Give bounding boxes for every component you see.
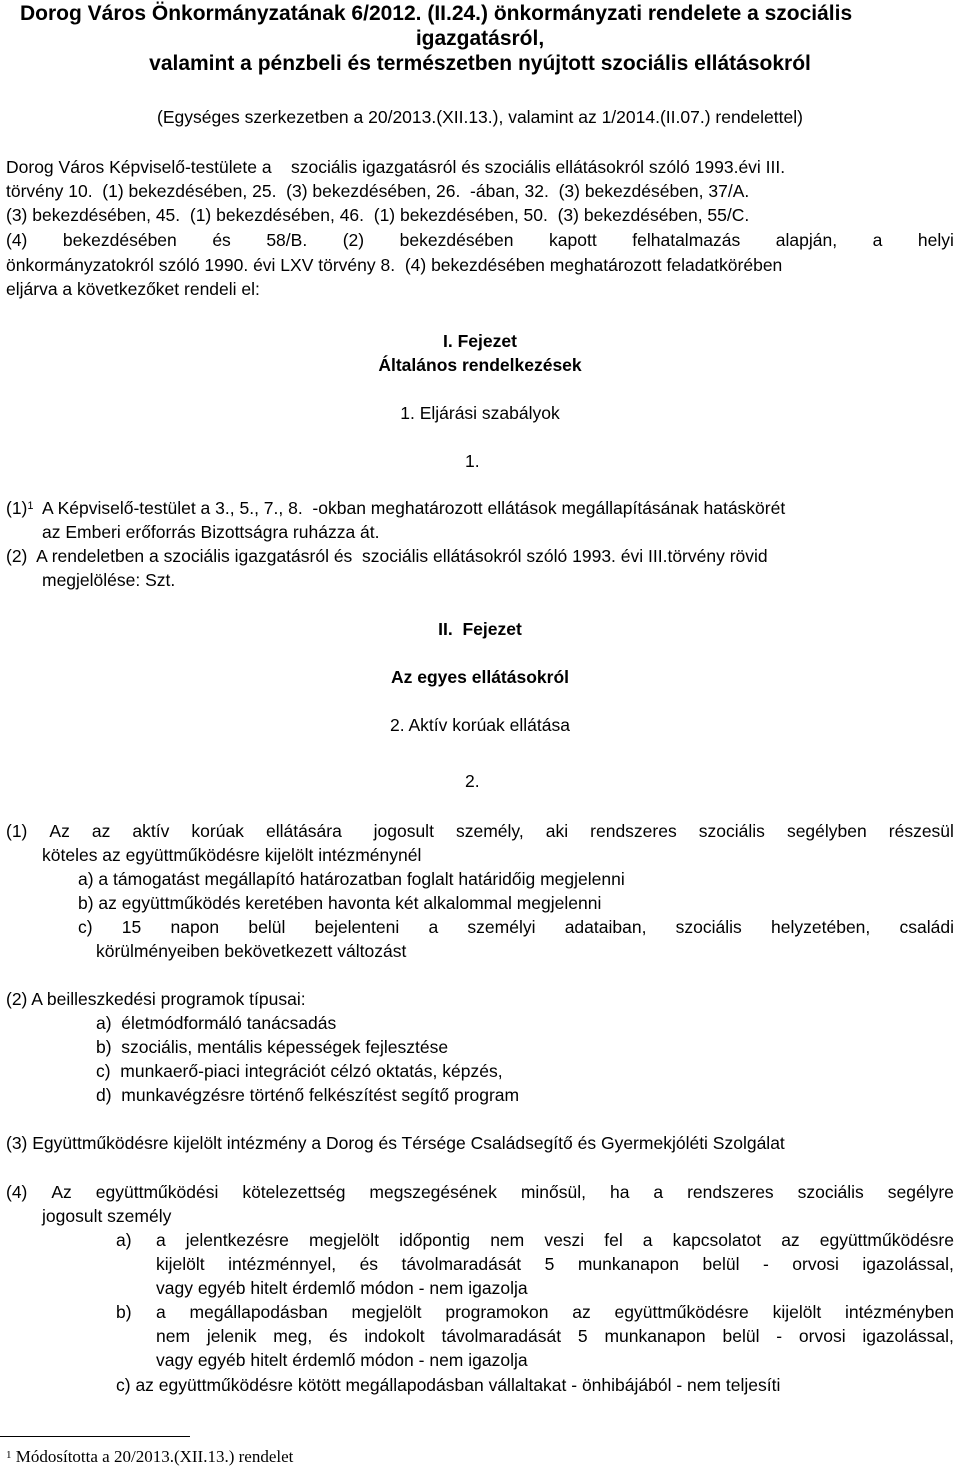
s2-p4-item-b-label: b)	[116, 1302, 132, 1322]
s1-p2-line-1: (2) A rendeletben a szociális igazgatásról és szociális ellátásokról szóló 1993. évi III.törvény rövid	[6, 546, 768, 566]
chapter-1-number: I. Fejezet	[443, 331, 517, 351]
footnote-text: Módosította a 20/2013.(XII.13.) rendelet	[15, 1447, 294, 1466]
s1-p1-line-1: A Képviselő-testület a 3., 5., 7., 8. -okban meghatározott ellátások megállapításának hatáskörét	[42, 498, 786, 518]
s1-p1-number: $(1)^1$	[6, 498, 34, 518]
s1-p1-line-2: az Emberi erőforrás Bizottságra ruházza át.	[42, 522, 380, 542]
s2-p1-item-a: a) a támogatást megállapító határozatban foglalt határidőig megjelenni	[78, 869, 625, 889]
s2-p2-item-a: a) életmódformáló tanácsadás	[96, 1013, 337, 1033]
s2-p4-item-b-line-1: a megállapodásban megjelölt programokon az együttműködésre kijelölt intézményben	[156, 1302, 954, 1322]
s2-p4-item-c: c) az együttműködésre kötött megállapodásban vállaltakat - önhibájából - nem teljesíti	[116, 1375, 781, 1395]
s2-p1-line-2: köteles az együttműködésre kijelölt intézménynél	[42, 845, 422, 865]
s1-p2-line-2: megjelölése: Szt.	[42, 570, 176, 590]
s2-p4-item-a-label: a)	[116, 1230, 132, 1250]
footnote-mark: 1	[6, 1449, 12, 1461]
s2-p2-heading: (2) A beilleszkedési programok típusai:	[6, 989, 306, 1009]
s2-p4-item-a-line-2: kijelölt intézménnyel, és távolmaradását 5 munkanapon belül - orvosi igazolással,	[156, 1254, 954, 1274]
s2-p4-item-b-line-3: vagy egyéb hitelt érdemlő módon - nem igazolja	[156, 1350, 528, 1370]
paragraph-mark-1: 1.	[465, 451, 485, 471]
s2-p2-item-c: c) munkaerő-piaci integrációt célzó oktatás, képzés,	[96, 1061, 503, 1081]
s2-p1-item-c-line-1: c) 15 napon belül bejelenteni a személyi adataiban, szociális helyzetében, családi	[78, 917, 954, 937]
preamble-line-1: Dorog Város Képviselő-testülete a szociális igazgatásról és szociális ellátásokról szóló 1993.évi III.	[6, 157, 786, 177]
s2-p4-item-a-line-1: a jelentkezésre megjelölt időpontig nem veszi fel a kapcsolatot az együttműködésre	[156, 1230, 954, 1250]
s2-p2-item-d: d) munkavégzésre történő felkészítést segítő program	[96, 1085, 520, 1105]
preamble-line-4: (4) bekezdésében és 58/B. (2) bekezdésében kapott felhatalmazás alapján, a helyi	[6, 230, 954, 250]
preamble-line-3: (3) bekezdésében, 45. (1) bekezdésében, 46. (1) bekezdésében, 50. (3) bekezdésében, 55/C.	[6, 205, 750, 225]
paragraph-mark-2: 2.	[465, 771, 485, 791]
footnote	[6, 1446, 293, 1468]
s2-p4-item-b-line-2: nem jelenik meg, és indokolt távolmaradását 5 munkanapon belül - orvosi igazolással,	[156, 1326, 954, 1346]
footnote-reference[interactable]: 1	[27, 500, 34, 512]
chapter-1-title: Általános rendelkezések	[378, 355, 582, 375]
section-2-title: 2. Aktív korúak ellátása	[390, 715, 570, 735]
footnote-separator	[0, 1436, 190, 1437]
s2-p1-line-1: (1) Az az aktív korúak ellátására jogosult személy, aki rendszeres szociális segélyben részesül	[6, 821, 954, 841]
document-title-line-3: valamint a pénzbeli és természetben nyújtott szociális ellátásokról	[149, 52, 811, 75]
chapter-2-title: Az egyes ellátásokról	[391, 667, 569, 687]
consolidated-note: (Egységes szerkezetben a 20/2013.(XII.13.), valamint az 1/2014.(II.07.) rendelettel)	[157, 107, 803, 127]
s2-p1-item-c-line-2: körülményeiben bekövetkezett változást	[96, 941, 407, 961]
s2-p4-item-a-line-3: vagy egyéb hitelt érdemlő módon - nem igazolja	[156, 1278, 528, 1298]
s2-p4-line-1: (4) Az együttműködési kötelezettség megszegésének minősül, ha a rendszeres szociális segélyre	[6, 1182, 954, 1202]
s2-p1-item-b: b) az együttműködés keretében havonta két alkalommal megjelenni	[78, 893, 602, 913]
preamble-line-2: törvény 10. (1) bekezdésében, 25. (3) bekezdésében, 26. -ában, 32. (3) bekezdésében, 37/A.	[6, 181, 750, 201]
chapter-2-number: II. Fejezet	[438, 619, 522, 639]
s2-p3: (3) Együttműködésre kijelölt intézmény a Dorog és Térsége Családsegítő és Gyermekjóléti Szolgálat	[6, 1133, 785, 1153]
s2-p2-item-b: b) szociális, mentális képességek fejlesztése	[96, 1037, 449, 1057]
section-1-title: 1. Eljárási szabályok	[400, 403, 560, 423]
s2-p4-line-2: jogosult személy	[42, 1206, 172, 1226]
preamble-line-5: önkormányzatokról szóló 1990. évi LXV törvény 8. (4) bekezdésében meghatározott feladatkörében	[6, 255, 783, 275]
document-title-line-1: Dorog Város Önkormányzatának 6/2012. (II.24.) önkormányzati rendelete a szociális	[20, 2, 853, 25]
document-title-line-2: igazgatásról,	[415, 27, 545, 50]
preamble-line-6: eljárva a következőket rendeli el:	[6, 279, 260, 299]
